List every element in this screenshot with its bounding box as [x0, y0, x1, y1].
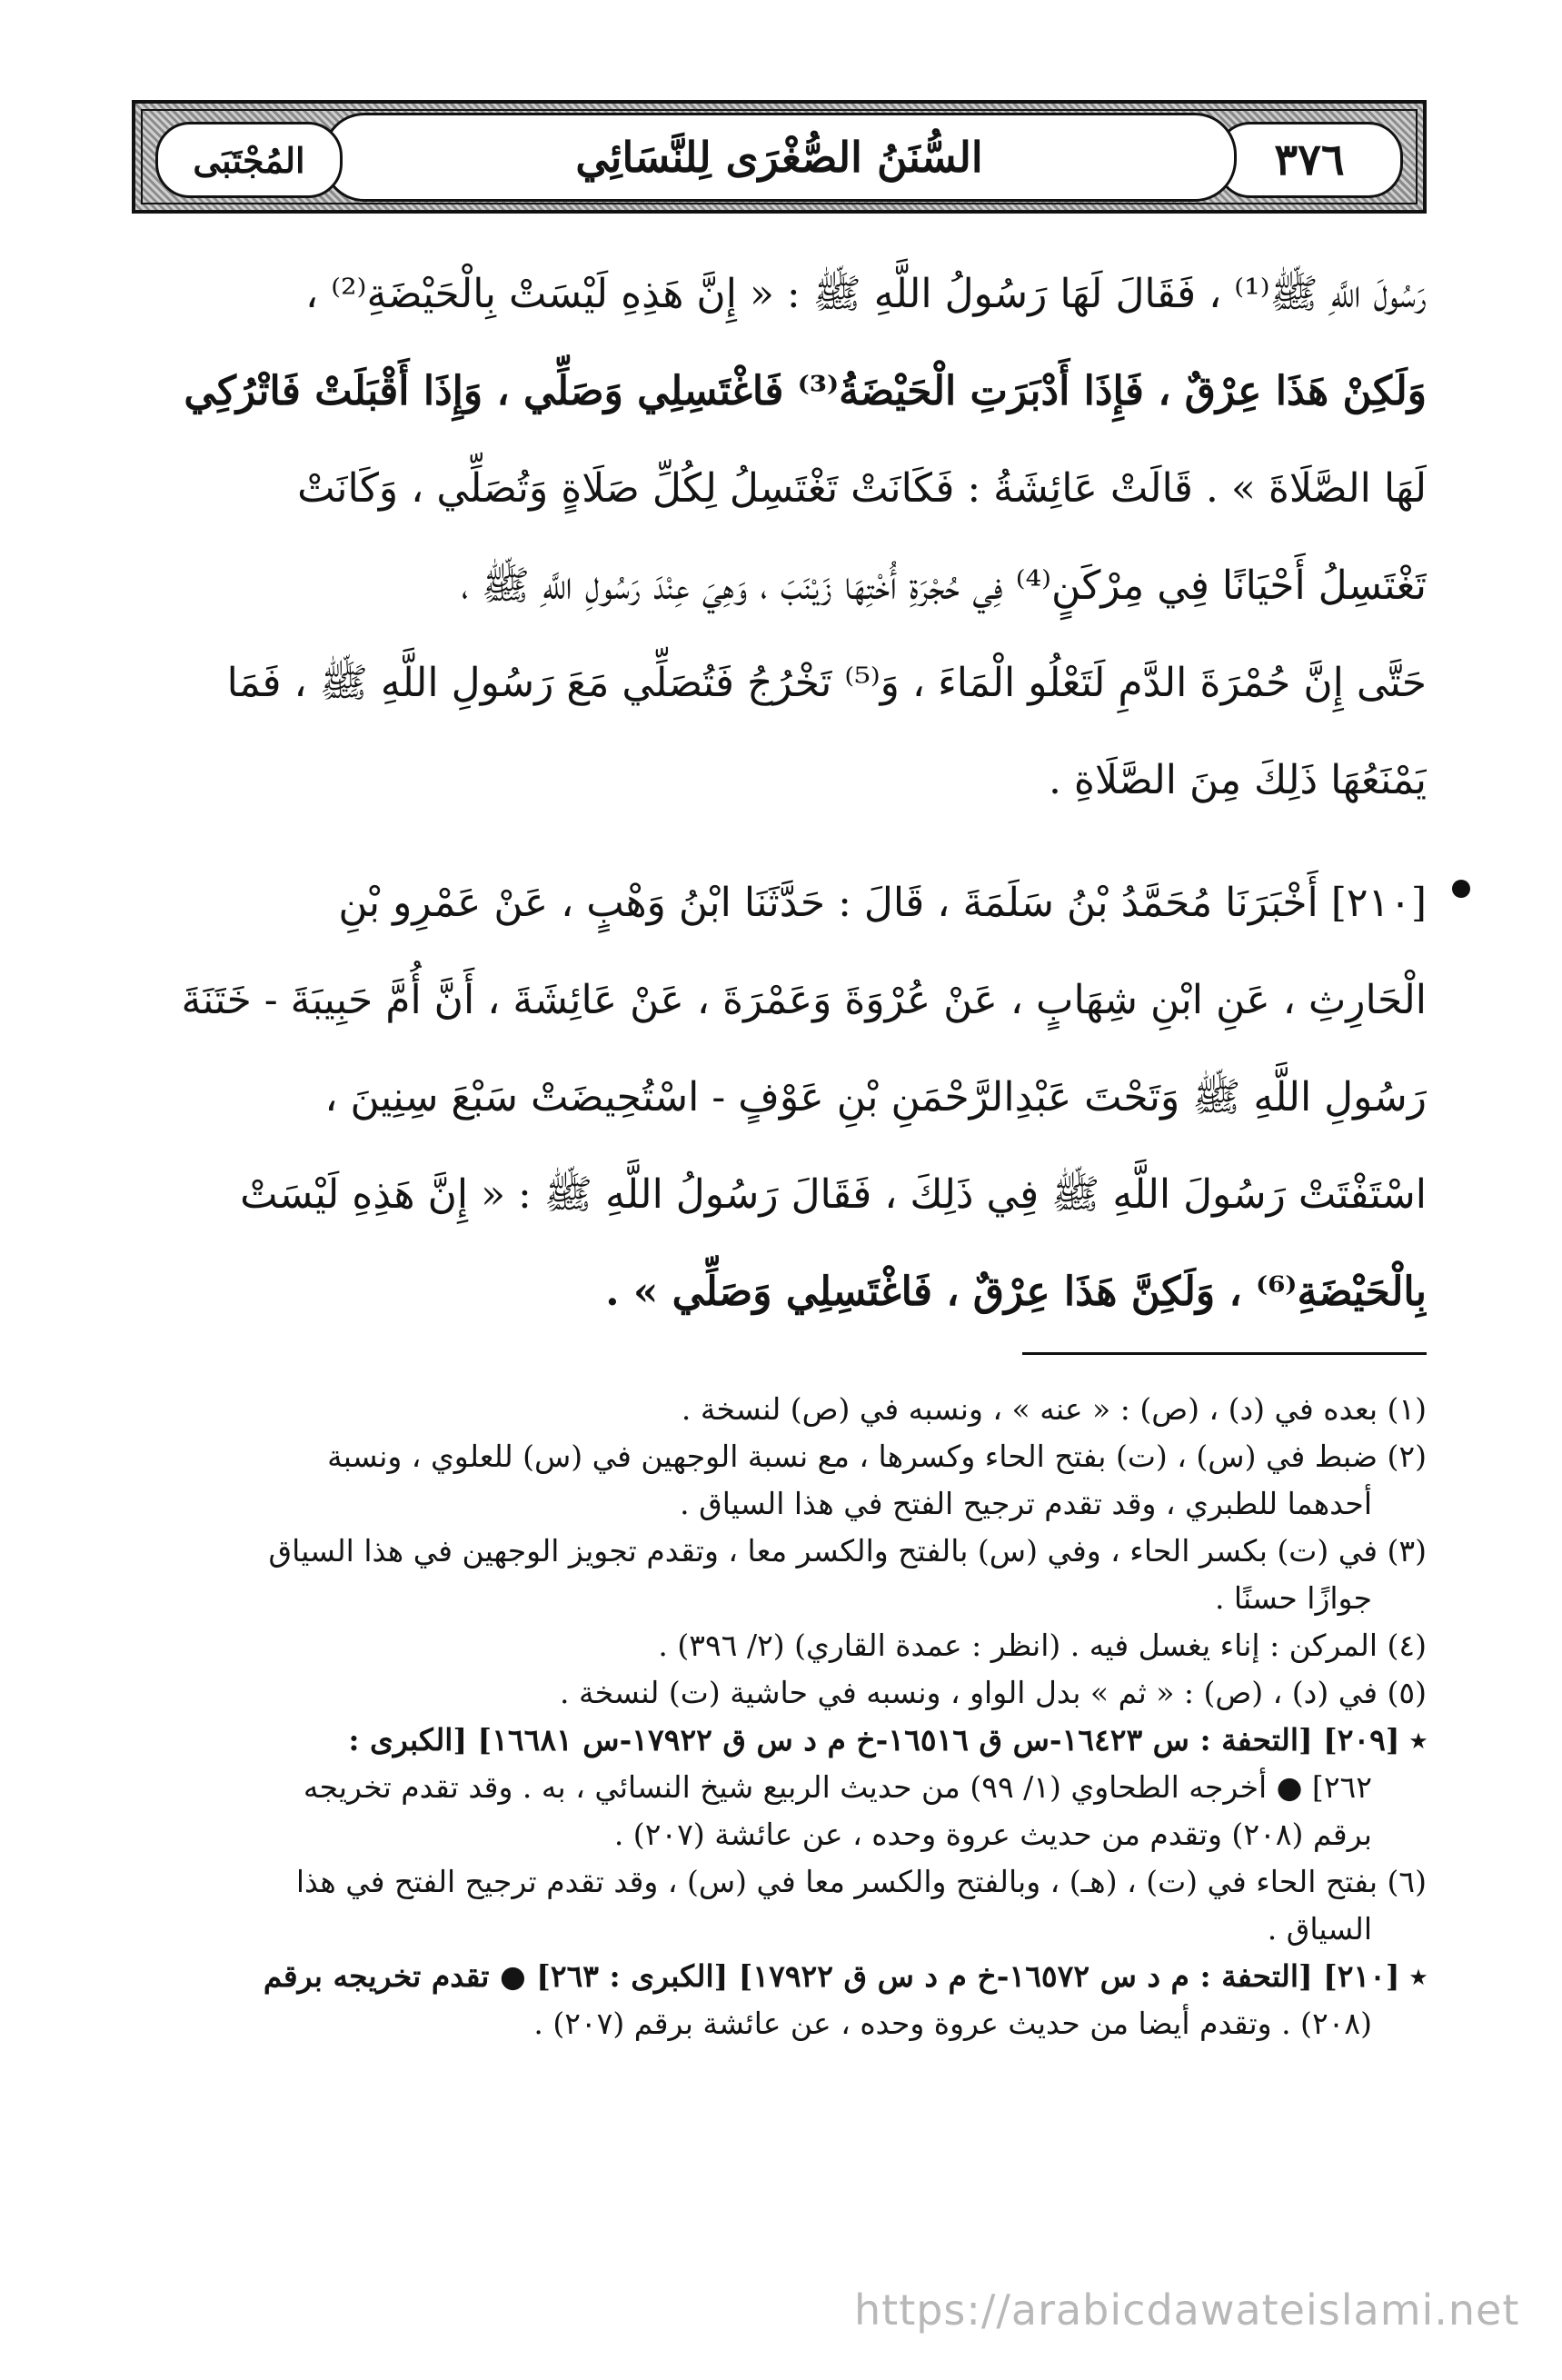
footnote-5: (٥) في (د) ، (ص) : « ثم » بدل الواو ، ونسبه في حاشية (ت) لنسخة . [560, 1675, 1427, 1710]
hadith-line: بِالْحَيْضَةِ⁽⁶⁾ ، وَلَكِنَّ هَذَا عِرْقٌ ، فَاغْتَسِلِي وَصَلِّي » . [605, 1269, 1427, 1315]
footnote-3-cont: جوازًا حسنًا . [1214, 1580, 1372, 1616]
footnote-2: (٢) ضبط في (س) ، (ت) بفتح الحاء وكسرها ، مع نسبة الوجهين في (س) للعلوي ، ونسبة [327, 1439, 1427, 1474]
text-line: رَسُولَ اللَّهِ ﷺ⁽¹⁾ ، فَقَالَ لَهَا رَسُولُ اللَّهِ ﷺ : « إِنَّ هَذِهِ لَيْسَتْ بِالْحَيْضَةِ⁽²⁾ ، [305, 271, 1427, 317]
hadith-line: [٢١٠] أَخْبَرَنَا مُحَمَّدُ بْنُ سَلَمَةَ ، قَالَ : حَدَّثَنَا ابْنُ وَهْبٍ ، عَنْ عَمْرِو بْنِ [338, 880, 1427, 926]
book-name-box [155, 122, 343, 198]
footnote-divider [1022, 1352, 1427, 1355]
footnote-4: (٤) المركن : إناء يغسل فيه . (انظر : عمدة القاري) (٢/ ٣٩٦) . [658, 1628, 1427, 1663]
text-line: يَمْنَعُهَا ذَلِكَ مِنَ الصَّلَاةِ . [1048, 757, 1427, 803]
footnotes [132, 1386, 1427, 2047]
page-number-box [1216, 122, 1403, 198]
bullet-icon [1452, 880, 1470, 898]
hadith-line: اسْتَفْتَتْ رَسُولَ اللَّهِ ﷺ فِي ذَلِكَ ، فَقَالَ رَسُولُ اللَّهِ ﷺ : « إِنَّ هَذِهِ لَيْسَتْ [240, 1171, 1427, 1218]
takhrij-210-cont: (٢٠٨) . وتقدم أيضا من حديث عروة وحده ، عن عائشة برقم (٢٠٧) . [533, 2006, 1372, 2041]
footnote-2-cont: أحدهما للطبري ، وقد تقدم ترجيح الفتح في هذا السياق . [680, 1486, 1372, 1521]
hadith-210 [132, 854, 1427, 1340]
takhrij-209-cont: ٢٦٢] ● أخرجه الطحاوي (١/ ٩٩) من حديث الربيع شيخ النسائي ، به . وقد تقدم تخريجه [303, 1769, 1372, 1805]
header-title-oval [323, 113, 1237, 202]
footnote-3: (٣) في (ت) بكسر الحاء ، وفي (س) بالفتح والكسر معا ، وتقدم تجويز الوجهين في هذا السياق [268, 1533, 1427, 1568]
page-header [132, 100, 1427, 214]
hadith-line: رَسُولِ اللَّهِ ﷺ وَتَحْتَ عَبْدِالرَّحْمَنِ بْنِ عَوْفٍ - اسْتُحِيضَتْ سَبْعَ سِنِينَ ، [324, 1074, 1427, 1120]
book-name: المُجْتَبَى [193, 139, 305, 181]
takhrij-209-cont: برقم (٢٠٨) وتقدم من حديث عروة وحده ، عن عائشة (٢٠٧) . [613, 1817, 1372, 1852]
text-line: تَغْتَسِلُ أَحْيَانًا فِي مِرْكَنٍ⁽⁴⁾ فِي حُجْرَةِ أُخْتِهَا زَيْنَبَ ، وَهِيَ عِنْدَ رَسُولِ اللَّهِ ﷺ ، [461, 563, 1427, 609]
footnote-6-cont: السياق . [1267, 1911, 1372, 1947]
text-line: لَهَا الصَّلَاةَ » . قَالَتْ عَائِشَةُ : فَكَانَتْ تَغْتَسِلُ لِكُلِّ صَلَاةٍ وَتُصَلِّي ، وَكَانَتْ [297, 465, 1427, 512]
footnote-6: (٦) بفتح الحاء في (ت) ، (هـ) ، وبالفتح والكسر معا في (س) ، وقد تقدم ترجيح الفتح في هذا [295, 1864, 1427, 1899]
hadith-line: الْحَارِثِ ، عَنِ ابْنِ شِهَابٍ ، عَنْ عُرْوَةَ وَعَمْرَةَ ، عَنْ عَائِشَةَ ، أَنَّ أُمَّ حَبِيبَةَ - خَتَنَةَ [181, 977, 1427, 1023]
page-number: ٣٧٦ [1274, 134, 1345, 185]
takhrij-210: ٭ [٢١٠] [التحفة : م د س ١٦٥٧٢-خ م د س ق ١٧٩٢٢] [الكبرى : ٢٦٣] ● تقدم تخريجه برقم [263, 1958, 1427, 1994]
text-line: وَلَكِنْ هَذَا عِرْقٌ ، فَإِذَا أَدْبَرَتِ الْحَيْضَةُ⁽³⁾ فَاغْتَسِلِي وَصَلِّي ، وَإِذَا أَقْبَلَتْ فَاتْرُكِي [184, 368, 1427, 414]
book-running-title: السُّنَنُ الصُّغْرَى لِلنَّسَائِي [575, 132, 983, 182]
main-text [132, 245, 1427, 1340]
takhrij-209: ٭ [٢٠٩] [التحفة : س ١٦٤٢٣-س ق ١٦٥١٦-خ م د س ق ١٧٩٢٢-س ١٦٦٨١] [الكبرى : [348, 1722, 1427, 1758]
watermark: https://arabicdawateislami.net [854, 2285, 1520, 2335]
footnote-1: (١) بعده في (د) ، (ص) : « عنه » ، ونسبه في (ص) لنسخة . [681, 1391, 1427, 1427]
text-line: حَتَّى إِنَّ حُمْرَةَ الدَّمِ لَتَعْلُو الْمَاءَ ، وَ⁽⁵⁾ تَخْرُجُ فَتُصَلِّي مَعَ رَسُولِ اللَّهِ ﷺ ، فَمَا [226, 660, 1427, 706]
